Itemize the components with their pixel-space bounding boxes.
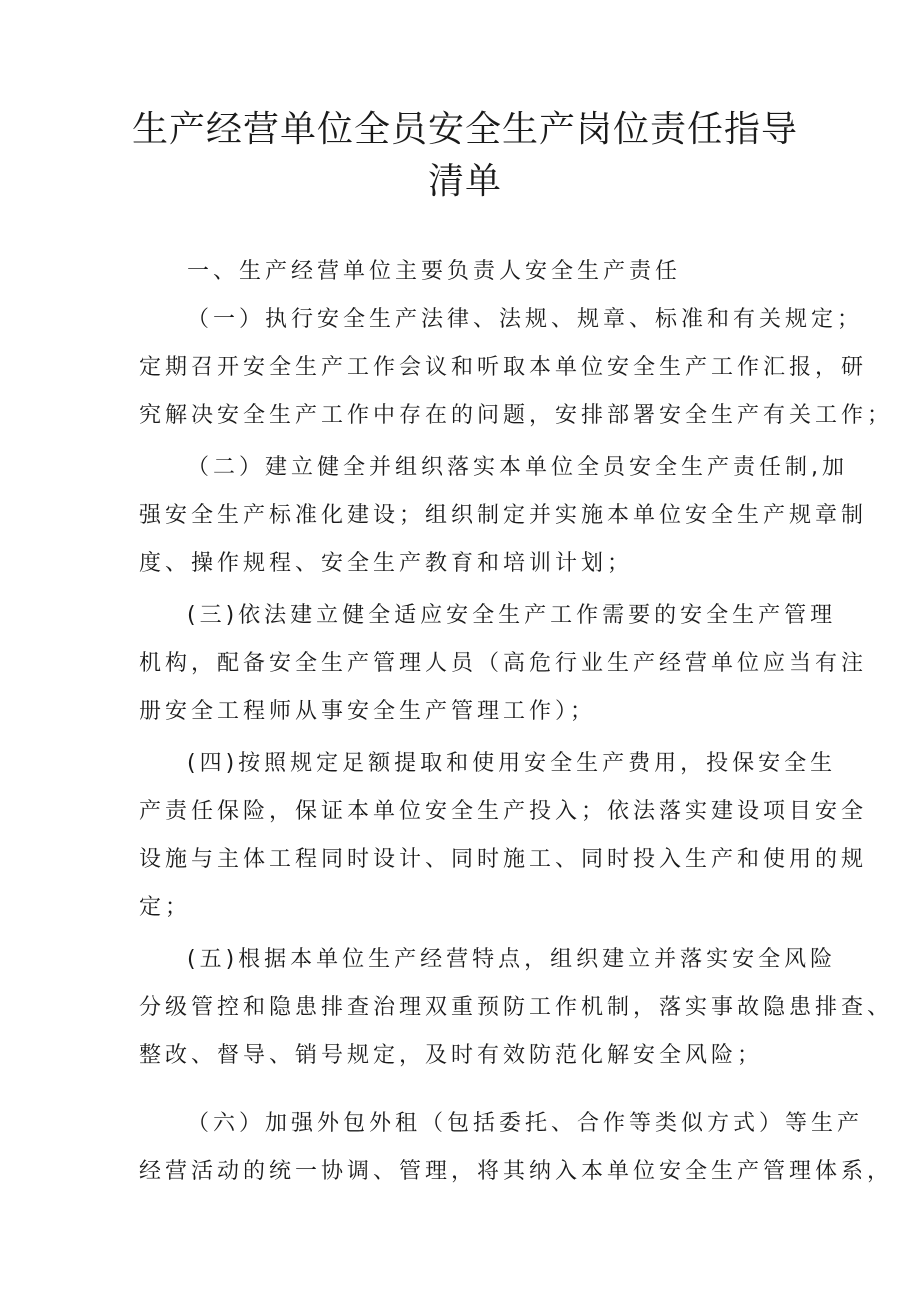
paragraph-3 — [139, 592, 868, 736]
paragraph-line: (五)根据本单位生产经营特点，组织建立并落实安全风险 — [187, 947, 837, 972]
paragraph-line: (三)依法建立健全适应安全生产工作需要的安全生产管理 — [187, 603, 837, 628]
paragraph-line: 整改、督导、销号规定，及时有效防范化解安全风险； — [139, 1043, 764, 1068]
paragraph-line: （六）加强外包外租（包括委托、合作等类似方式）等生产 — [187, 1111, 864, 1136]
document-title — [120, 104, 810, 208]
section-heading-text: 一、生产经营单位主要负责人安全生产责任 — [187, 259, 682, 284]
section-heading — [139, 248, 789, 296]
paragraph-2 — [139, 444, 868, 588]
document-body — [139, 248, 894, 1200]
paragraph-5 — [139, 936, 894, 1080]
paragraph-line: 产责任保险，保证本单位安全生产投入；依法落实建设项目安全 — [139, 799, 868, 824]
paragraph-line: 设施与主体工程同时设计、同时施工、同时投入生产和使用的规 — [139, 847, 868, 872]
title-line-1: 生产经营单位全员安全生产岗位责任指导 — [131, 109, 798, 150]
paragraph-1 — [139, 296, 894, 440]
paragraph-line: 强安全生产标准化建设；组织制定并实施本单位安全生产规章制 — [139, 503, 868, 528]
paragraph-line: 分级管控和隐患排查治理双重预防工作机制，落实事故隐患排查、 — [139, 995, 894, 1020]
paragraph-line: 究解决安全生产工作中存在的问题，安排部署安全生产有关工作； — [139, 403, 894, 428]
paragraph-4 — [139, 740, 868, 932]
paragraph-line: 册安全工程师从事安全生产管理工作）； — [139, 699, 597, 724]
paragraph-line: （二）建立健全并组织落实本单位全员安全生产责任制,加 — [187, 455, 848, 480]
paragraph-line: 经营活动的统一协调、管理，将其纳入本单位安全生产管理体系， — [139, 1159, 894, 1184]
title-line-2: 清单 — [427, 161, 502, 202]
paragraph-line: (四)按照规定足额提取和使用安全生产费用，投保安全生 — [187, 751, 837, 776]
paragraph-line: 机构，配备安全生产管理人员（高危行业生产经营单位应当有注 — [139, 651, 868, 676]
paragraph-line: 定期召开安全生产工作会议和听取本单位安全生产工作汇报，研 — [139, 355, 868, 380]
paragraph-6 — [139, 1100, 894, 1196]
paragraph-line: （一）执行安全生产法律、法规、规章、标准和有关规定； — [187, 307, 864, 332]
paragraph-line: 度、操作规程、安全生产教育和培训计划； — [139, 551, 634, 576]
paragraph-line: 定； — [139, 895, 192, 920]
